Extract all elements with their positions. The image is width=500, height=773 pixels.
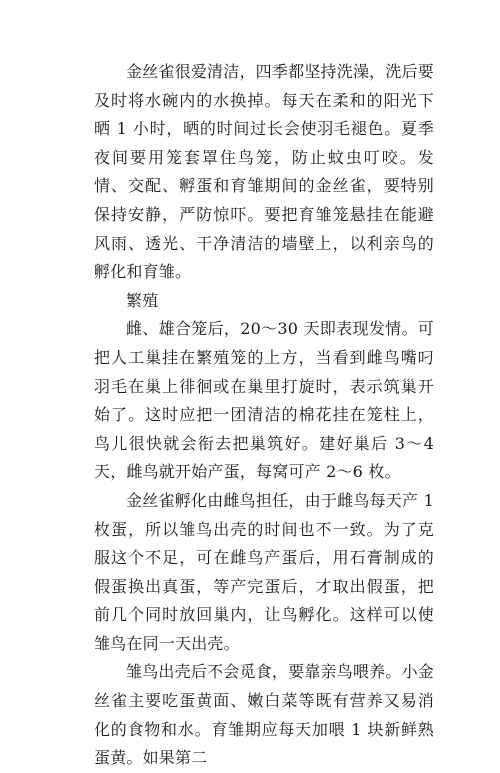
section-heading-breeding: 繁殖 [126,290,159,310]
paragraph-nesting: 雌、雄合笼后，20～30 天即表现发情。可把人工巢挂在繁殖笼的上方，当看到雌鸟嘴叼羽毛在巢上徘徊或在巢里打旋时，表示筑巢开始了。这时应把一团清洁的棉花挂在笼柱上，鸟儿很快就会衔去把巢筑好。建好巢后 3～4 天，雌鸟就开始产蛋，每窝可产 2～6 枚。 [94,319,434,482]
body-text [94,58,434,773]
paragraph-incubation: 金丝雀孵化由雌鸟担任，由于雌鸟每天产 1 枚蛋，所以雏鸟出壳的时间也不一致。为了克服这个不足，可在雌鸟产蛋后，用石膏制成的假蛋换出真蛋，等产完蛋后，才取出假蛋，把前几个同时放回巢内，让鸟孵化。这样可以使雏鸟在同一天出壳。 [94,490,434,653]
paragraph-cleaning: 金丝雀很爱清洁，四季都坚持洗澡，洗后要及时将水碗内的水换掉。每天在柔和的阳光下晒 1 小时，晒的时间过长会使羽毛褪色。夏季夜间要用笼套罩住鸟笼，防止蚊虫叮咬。发情、交配、孵蛋和育雏期间的金丝雀，要特别保持安静，严防惊吓。要把育雏笼悬挂在能避风雨、透光、干净清洁的墙壁上，以利亲鸟的孵化和育雏。 [94,62,434,282]
paragraph-feeding: 雏鸟出壳后不会觅食，要靠亲鸟喂养。小金丝雀主要吃蛋黄面、嫩白菜等既有营养又易消化的食物和水。育雏期应每天加喂 1 块新鲜熟蛋黄。如果第二 [94,662,434,768]
